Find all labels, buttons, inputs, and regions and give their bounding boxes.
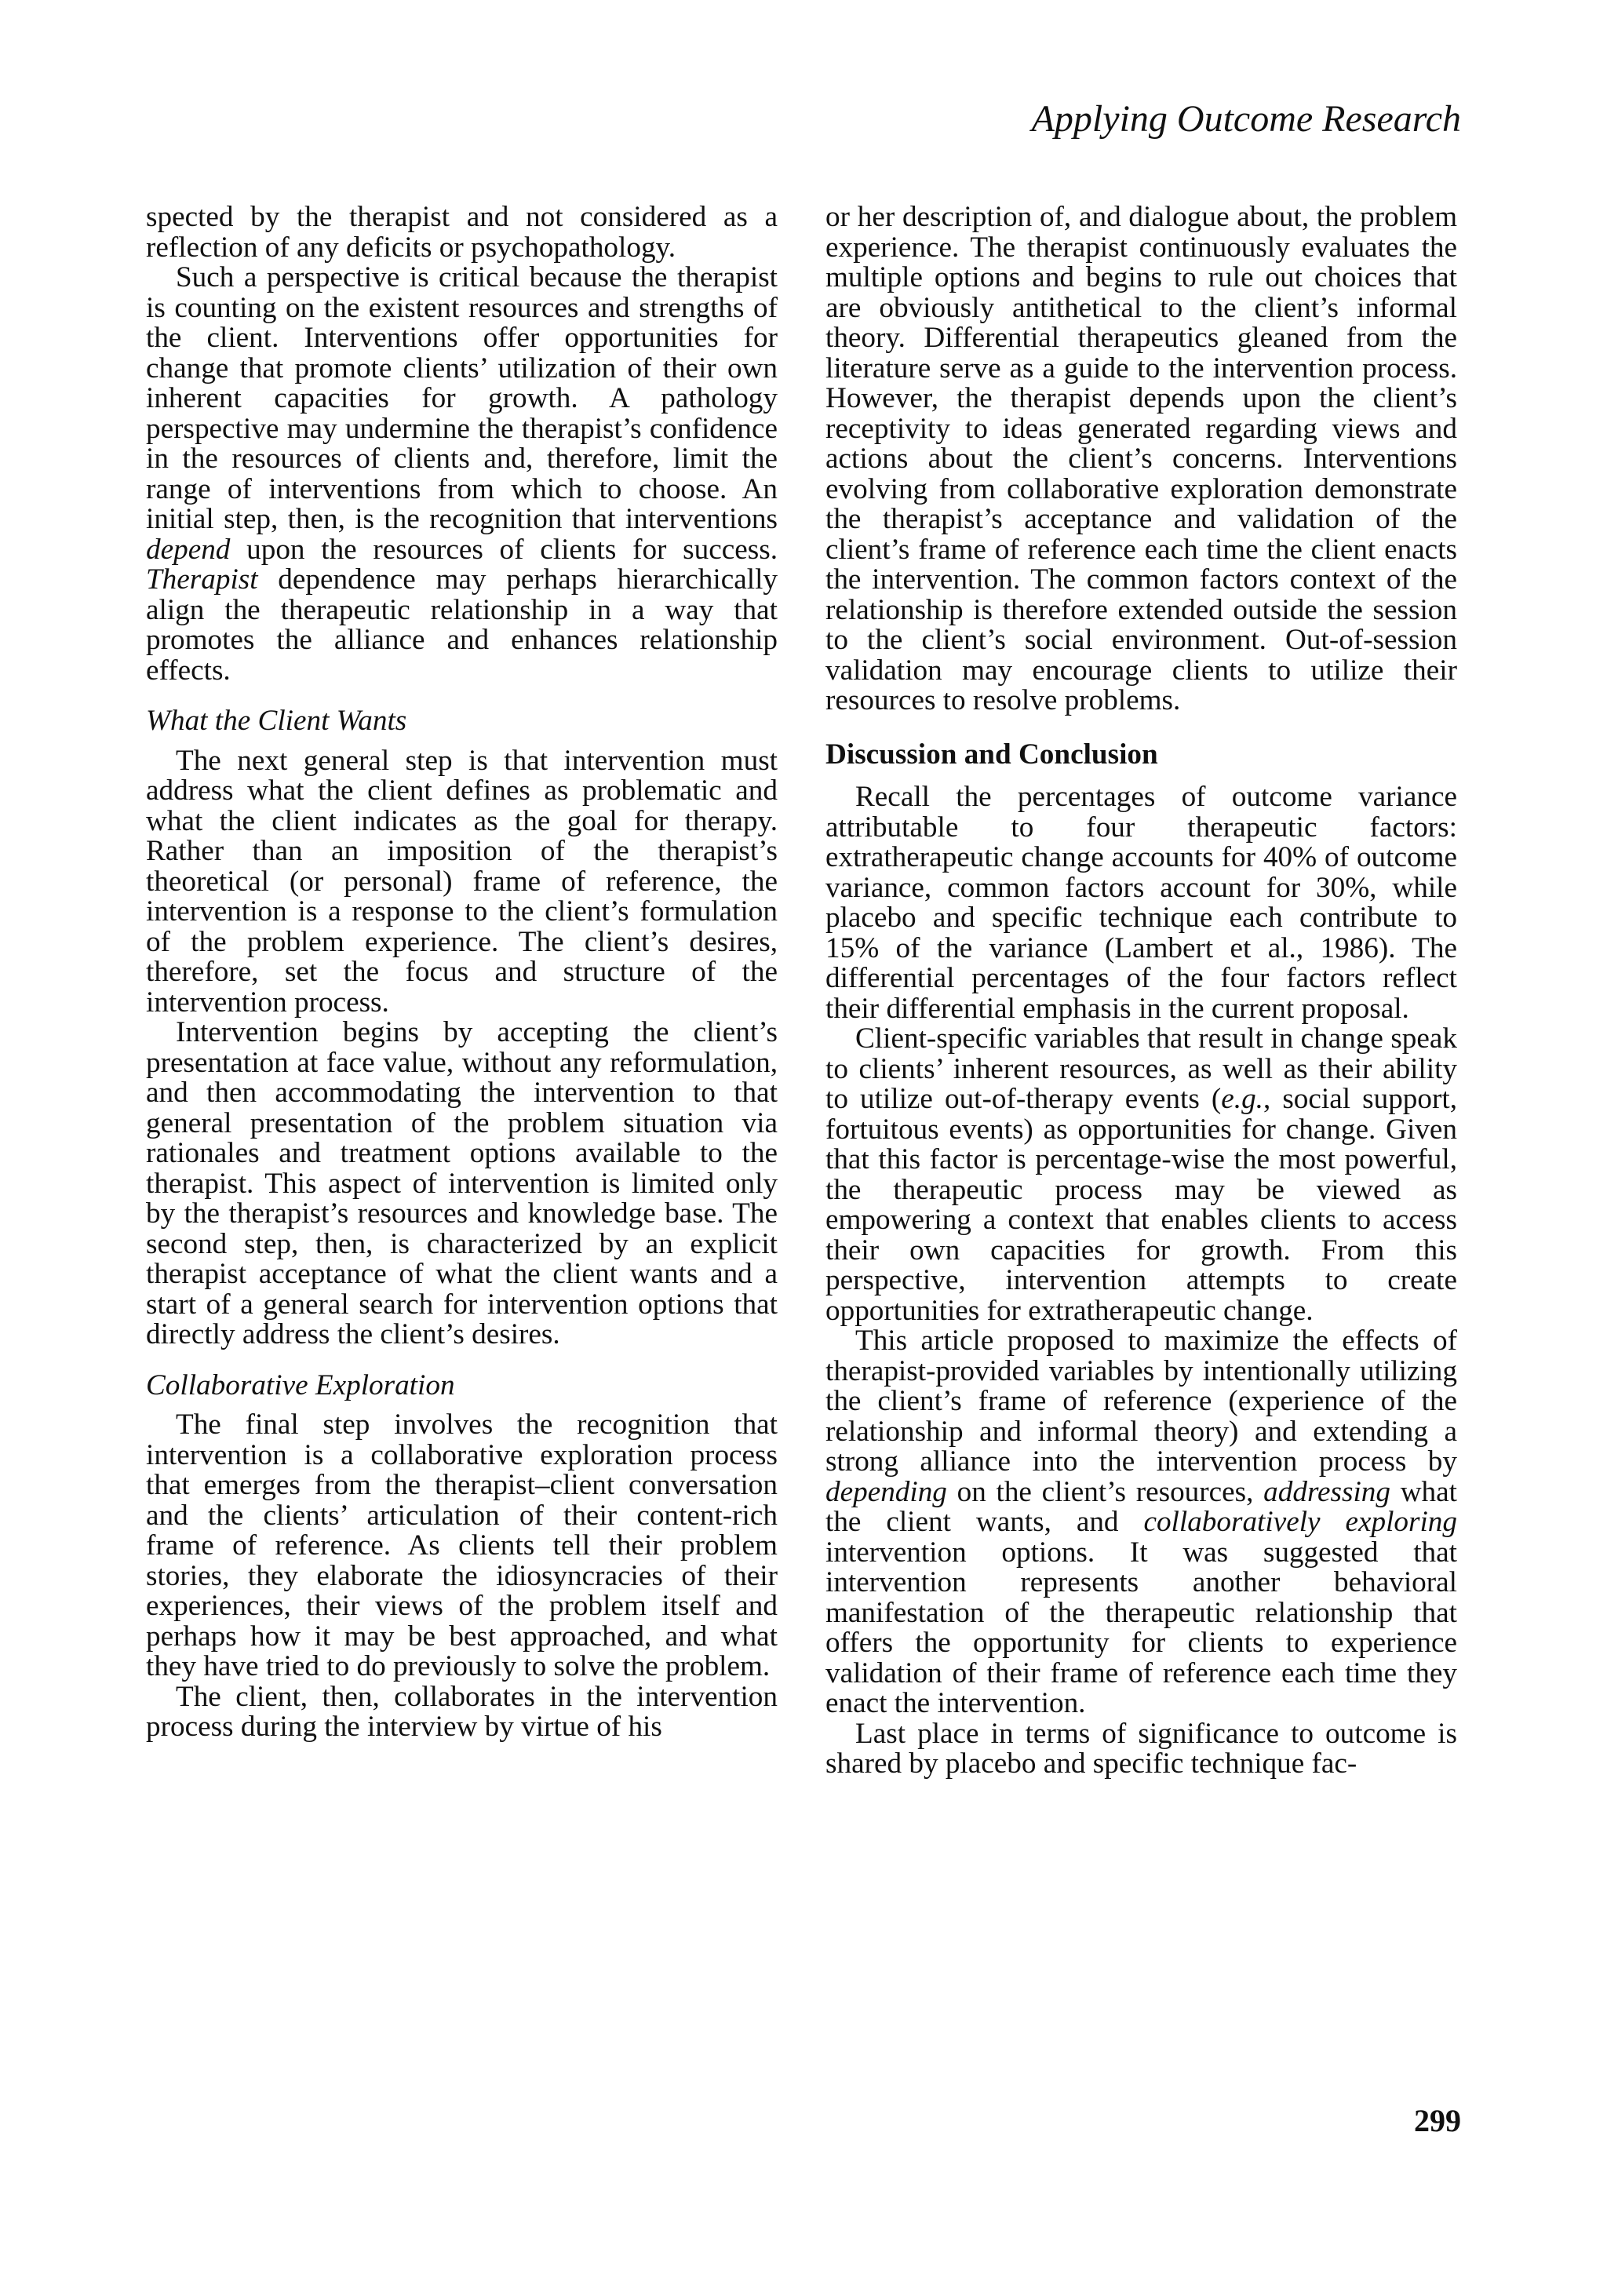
paragraph: Last place in terms of significance to outcome is shared by placebo and specific technique fac- <box>825 1717 1457 1780</box>
paragraph: The client, then, collaborates in the intervention process during the interview by virtue of his <box>146 1680 778 1743</box>
paragraph: This article proposed to maximize the effects of therapist-provided variables by intentionally utilizing the client’s frame of reference (experience of the relationship and informal theory) and extending a strong alliance into the intervention process by depending on the client’s resources, addressing what the client wants, and collaboratively exploring intervention options. It was suggested that intervention represents another behavioral manifestation of the therapeutic relationship that offers the opportunity for clients to experience validation of their frame of reference each time they enact the intervention. <box>825 1325 1457 1719</box>
right-column <box>825 202 1457 1780</box>
paragraph: Recall the percentages of outcome variance attributable to four therapeutic factors: extratherapeutic change accounts for 40% of outcome variance, common factors account for 30%, while placebo and specific technique each contribute to 15% of the variance (Lambert et al., 1986). The differential percentages of the four factors reflect their differential emphasis in the current proposal. <box>825 781 1457 1025</box>
paragraph: The next general step is that intervention must address what the client defines as problematic and what the client indicates as the goal for therapy. Rather than an imposition of the therapist’s theoretical (or personal) frame of reference, the intervention is a response to the client’s formulation of the problem experience. The client’s desires, therefore, set the focus and structure of the intervention process. <box>146 744 778 1019</box>
running-head: Applying Outcome Research <box>1031 98 1461 140</box>
paragraph: Such a perspective is critical because the therapist is counting on the existent resources and strengths of the client. Interventions offer opportunities for change that promote clients’ utilization of their own inherent capacities for growth. A pathology perspective may undermine the therapist’s confidence in the resources of clients and, therefore, limit the range of interventions from which to choose. An initial step, then, is the recognition that interventions depend upon the resources of clients for success. Therapist dependence may perhaps hierarchically align the therapeutic relationship in a way that promotes the alliance and enhances relationship effects. <box>146 261 778 687</box>
left-column <box>146 202 778 1743</box>
paragraph: Client-specific variables that result in change speak to clients’ inherent resources, as well as their ability to utilize out-of-therapy events (e.g., social support, fortuitous events) as opportunities for change. Given that this factor is percentage-wise the most powerful, the therapeutic process may be viewed as empowering a context that enables clients to access their own capacities for growth. From this perspective, intervention attempts to create opportunities for extratherapeutic change. <box>825 1022 1457 1327</box>
section-heading-collaborative-exploration: Collaborative Exploration <box>146 1368 455 1401</box>
paragraph: or her description of, and dialogue about, the problem experience. The therapist continuously evaluates the multiple options and begins to rule out choices that are obviously antithetical to the client’s informal theory. Differential therapeutics gleaned from the literature serve as a guide to the intervention process. However, the therapist depends upon the client’s receptivity to ideas generated regarding views and actions about the client’s concerns. Interventions evolving from collaborative exploration demonstrate the therapist’s acceptance and validation of the client’s frame of reference each time the client enacts the intervention. The common factors context of the relationship is therefore extended outside the session to the client’s social environment. Out-of-session validation may encourage clients to utilize their resources to resolve problems. <box>825 201 1457 716</box>
paragraph: spected by the therapist and not considered as a reflection of any deficits or psychopathology. <box>146 201 778 264</box>
paragraph: Intervention begins by accepting the client’s presentation at face value, without any reformulation, and then accommodating the intervention to that general presentation of the problem situation via rationales and treatment options available to the therapist. This aspect of intervention is limited only by the therapist’s resources and knowledge base. The second step, then, is characterized by an explicit therapist acceptance of what the client wants and a start of a general search for intervention options that directly address the client’s desires. <box>146 1016 778 1350</box>
paragraph: The final step involves the recognition that intervention is a collaborative exploration process that emerges from the therapist–client conversation and the clients’ articulation of their content-rich frame of reference. As clients tell their problem stories, they elaborate the idiosyncracies of their experiences, their views of the problem itself and perhaps how it may be best approached, and what they have tried to do previously to solve the problem. <box>146 1409 778 1682</box>
section-heading-what-the-client-wants: What the Client Wants <box>146 705 407 737</box>
page-number: 299 <box>1414 2103 1461 2138</box>
section-heading-discussion-and-conclusion: Discussion and Conclusion <box>825 738 1158 771</box>
